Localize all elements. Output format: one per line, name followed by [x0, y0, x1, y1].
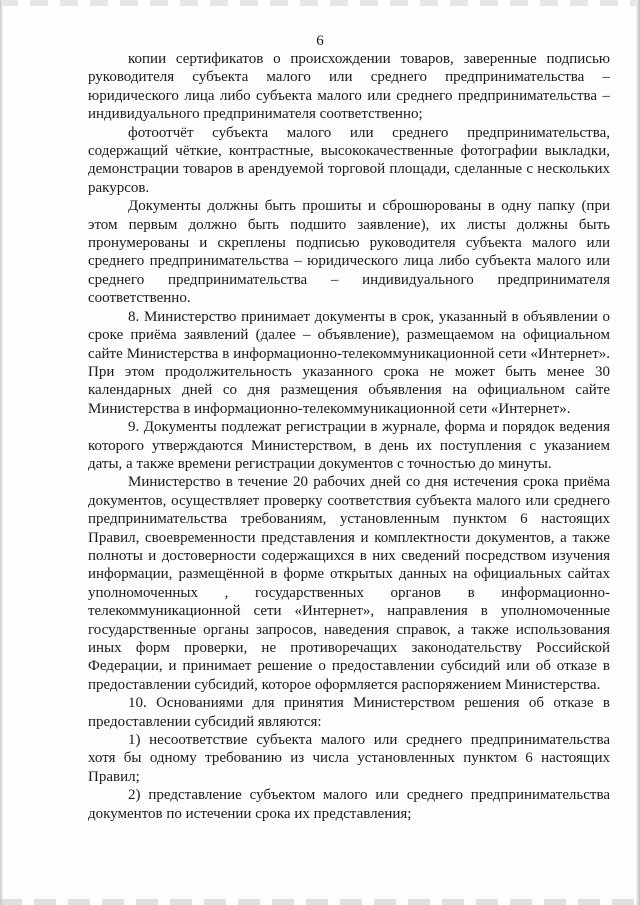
paragraph-clause-8: 8. Министерство принимает документы в срок, указанный в объявлении о сроке приёма заявлений (далее – объявление), размещаемом на официальном сайте Министерства в информационно-телекоммуникационной сети «Интернет». При этом продолжительность указанного срока не может быть менее 30 календарных дней со дня размещения объявления на официальном сайте Министерства в информационно-телекоммуникационной сети «Интернет».	[88, 308, 610, 417]
scan-artifact-bottom	[0, 899, 640, 905]
list-item-refusal-2: 2) представление субъектом малого или среднего предпринимательства документов по истечении срока их представления;	[88, 787, 610, 822]
scan-edge-left	[0, 0, 3, 905]
paragraph-verification: Министерство в течение 20 рабочих дней со дня истечения срока приёма документов, осуществляет проверку соответствия субъекта малого или среднего предпринимательства требованиям, установленным пунктом 6 настоящих Правил, своевременности представления и комплектности документов, а также полноты и достоверности содержащихся в них сведений посредством изучения информации, размещённой в форме открытых данных на официальных сайтах уполномоченных , государственных органов в информационно-телекоммуникационной сети «Интернет», направления в уполномоченные государственные органы запросов, наведения справок, а также использования иных форм проверки, не противоречащих законодательству Российской Федерации, и принимает решение о предоставлении субсидий или об отказе в предоставлении субсидий, которое оформляется распоряжением Министерства.	[88, 474, 610, 693]
page-number: 6	[316, 33, 324, 49]
scan-edge-right	[636, 0, 640, 905]
list-item-refusal-1: 1) несоответствие субъекта малого или среднего предпринимательства хотя бы одному требованию из числа установленных пунктом 6 настоящих Правил;	[88, 732, 610, 785]
paragraph-clause-10: 10. Основаниями для принятия Министерством решения об отказе в предоставлении субсидий являются:	[88, 695, 610, 730]
paragraph-clause-9: 9. Документы подлежат регистрации в журнале, форма и порядок ведения которого утверждаются Министерством, в день их поступления с указанием даты, а также времени регистрации документов с точностью до минуты.	[88, 419, 610, 472]
scan-artifact-top	[0, 0, 640, 6]
document-body	[88, 50, 610, 823]
paragraph-photo-report: фотоотчёт субъекта малого или среднего предпринимательства, содержащий чёткие, контрастные, высококачественные фотографии выкладки, демонстрации товаров в арендуемой торговой площади, сделанные с нескольких ракурсов.	[88, 124, 610, 196]
paragraph-document-binding: Документы должны быть прошиты и сброшюрованы в одну папку (при этом первым должно быть подшито заявление), их листы должны быть пронумерованы и скреплены подписью руководителя субъекта малого или среднего предпринимательства – юридического лица либо субъекта малого или среднего предпринимательства – индивидуального предпринимателя соответственно.	[88, 198, 610, 307]
paragraph-certificates: копии сертификатов о происхождении товаров, заверенные подписью руководителя субъекта малого или среднего предпринимательства – юридического лица либо субъекта малого или среднего предпринимательства – индивидуального предпринимателя соответственно;	[88, 51, 610, 123]
